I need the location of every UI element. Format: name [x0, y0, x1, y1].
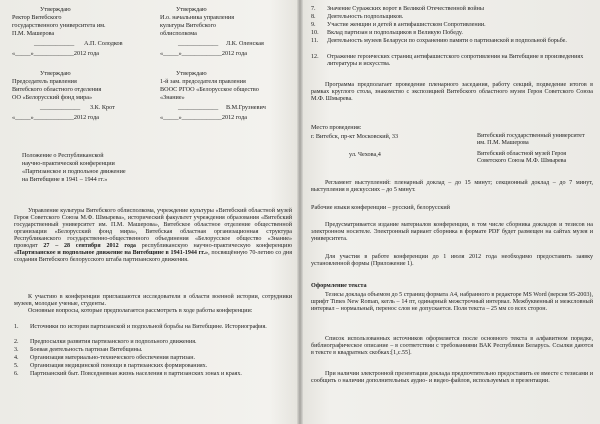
approval-header: Утверждаю — [40, 6, 71, 13]
approval-line: 1-й зам. председателя правления — [160, 78, 246, 85]
issues-paragraph: Основные вопросы, которые предполагается рассмотреть в ходе работы конференции: — [28, 308, 253, 314]
format-heading: Оформление текста — [311, 282, 367, 289]
approval-header: Утверждаю — [176, 70, 207, 77]
participants-paragraph: К участию в конференции приглашаются исследователи в области военной истории, сотрудники музеев, молодые ученые, студенты. — [14, 294, 292, 308]
languages-line: Рабочие языки конференции – русский, белорусский — [311, 204, 450, 211]
approval-line: облисполкома — [160, 30, 197, 37]
signature-line: _____________ — [178, 104, 219, 111]
signatory-name: А.П. Солодков — [84, 40, 123, 47]
application-paragraph: Для участия в работе конференции до 1 июля 2012 года необходимо предоставить заявку установленной формы (Приложение 1). — [311, 254, 593, 268]
signatory-name: З.К. Крот — [90, 104, 115, 111]
presentation-paragraph: При наличии электронной презентации доклада предпочтительно предоставить ее вместе с тезисами и сообщить о наличии дополнительных аудио- и видео-файлов, используемых в презентации. — [311, 371, 593, 385]
approval-line: Витебского областного отделения — [12, 86, 102, 93]
list-item: 1. Источники по истории партизанской и подпольной борьбы на Витебщине. Историография. — [14, 324, 267, 330]
approval-date: «_____»_____________2012 года — [160, 50, 247, 57]
signature-line: _____________ — [40, 104, 81, 111]
publication-paragraph: Предусматривается издание материалов конференции, в том числе сборника докладов и тезисов на электронном носителе. Электронный вариант сборника в формате PDF будет размещен на сайтах музея и университета. — [311, 222, 593, 243]
venue-address: ул. Чехова,4 — [349, 151, 381, 158]
left-page: Утверждаю Ректор Витебского государственного университета им. П.М. Машерова _____________ А.П. Солодков «_____»_____________2012 года Утверждаю И.о. начальника управления культуры Витебского облисполкома _____________ Л.К. Оленская «_____»_____________2012 года Утверждаю Председатель правления Витебского областного отделения ОО «Белорусский фонд мира» _____________ З.К. Крот «_____»_____________2012 года Утверждаю 1-й зам. председателя правления ВООС РГОО «Белорусское общество «Знание» _____________ В.М.Грузневич «_____»_____________2012 года Положение о Республиканской научно-практической конференции «Партизанское и подпольное движение на Витебщине в 1941 – 1944 гг.» Управление культуры Витебского облисполкома, учреждение культуры «Витебский областной музей Героя Советского Союза М.Ф. Шмырева», исторический факультет учреждения образования «Витебский государственный университет им. П.М. Машерова», Витебское областное отделение общественной организации «Белорусский фонд мира», Витебская областная организационная структура Республиканского государственно-общественного объединения «Белорусское общество «Знание» проводят 27 – 28 сентября 2012 года республиканскую научно-практическую конференцию «Партизанское и подпольное движение на Витебщине в 1941-1944 гг.», посвящённую 70-летию со дня создания Витебского белорусского штаба партизанского движения. К участию в конференции приглашаются исследователи в области военной истории, сотрудники музеев, молодые ученые, студенты. Основные вопросы, которые предполагается рассмотреть в ходе работы конференции: 1. Источники по истории партизанской и подпольной борьбы на Витебщине. Историография. 2. Предпосылки развития партизанского и подпольного движения. 3. Боевая деятельность партизан Витебщины. 4. Организация материально-технического обеспечения партизан. 5. Организация медицинской помощи в партизанских формированиях. 6. Партизанский быт. Повседневная жизнь населения в партизанских зонах и краях. — [12, 6, 292, 377]
approval-line: Председатель правления — [12, 78, 77, 85]
program-paragraph: Программа предполагает проведение пленарного заседания, работу секций, подведение итогов в рамках круглого стола, знакомство с экспозицией Витебского областного музея Героя Советского Союза М.Ф. Шмырева. — [311, 82, 593, 103]
venue-label: Место проведения: — [311, 124, 362, 131]
venue-address: г. Витебск, пр-кт Московский, 33 — [311, 133, 399, 140]
sources-paragraph: Список использованных источников оформляется после основного текста в алфавитном порядке, библиографическое описание – в соответствии с требованиями ВАК Республики Беларусь. Ссылки даются в тексте в квадратных скобках:[1,с.55]. — [311, 336, 593, 357]
venue-place: Витебский государственный университет им. П.М. Машерова — [477, 133, 585, 147]
signature-line: _____________ — [178, 40, 219, 47]
venue-place: Витебский областной музей Героя Советского Союза М.Ф. Шмырева — [477, 151, 567, 165]
approval-line: ВООС РГОО «Белорусское общество — [160, 86, 259, 93]
approval-date: «_____»_____________2012 года — [12, 114, 99, 121]
title-line: «Партизанское и подпольное движение — [22, 168, 126, 175]
approval-date: «_____»_____________2012 года — [160, 114, 247, 121]
format-paragraph: Тезисы доклада объемом до 5 страниц формата А4, набранного в редакторе MS Word (версия 95-2003), шрифт Times New Roman, кегль – 14 пт, одинарный межстрочный интервал. Межбуквенный и межсловный интервал – нормальный, перенос слов не допускается. Поля текста – 25 мм со всех сторон. — [311, 292, 593, 313]
right-page: 7. Значение Суражских ворот в Великой Отечественной войны 8. Деятельность подпольщиков. 9. Участие женщин и детей в антифашистском Сопротивлении. 10. Вклад партизан и подпольщиков в Великую Победу. 11. Деятельность музеев Беларуси по сохранению памяти о партизанской и подпольной борьбе. 12. Отражение героических страниц антифашистского сопротивления на Витебщине в произведениях литературы и искусства. Программа предполагает проведение пленарного заседания, работу секций, подведение итогов в рамках круглого стола, знакомство с экспозицией Витебского областного музея Героя Советского Союза М.Ф. Шмырева. Место проведения: г. Витебск, пр-кт Московский, 33 Витебский государственный университет им. П.М. Машерова ул. Чехова,4 Витебский областной музей Героя Советского Союза М.Ф. Шмырева Регламент выступлений: пленарный доклад – до 15 минут; секционный доклад – до 7 минут, выступления в дискуссиях – до 5 минут. Рабочие языки конференции – русский, белорусский Предусматривается издание материалов конференции, в том числе сборника докладов и тезисов на электронном носителе. Электронный вариант сборника в формате PDF будет размещен на сайтах музея и университета. Для участия в работе конференции до 1 июля 2012 года необходимо предоставить заявку установленной формы (Приложение 1). Оформление текста Тезисы доклада объемом до 5 страниц формата А4, набранного в редакторе MS Word (версия 95-2003), шрифт Times New Roman, кегль – 14 пт, одинарный межстрочный интервал. Межбуквенный и межсловный интервал – нормальный, перенос слов не допускается. Поля текста – 25 мм со всех сторон. Список использованных источников оформляется после основного текста в алфавитном порядке, библиографическое описание – в соответствии с требованиями ВАК Республики Беларусь. Ссылки даются в тексте в квадратных скобках:[1,с.55]. При наличии электронной презентации доклада предпочтительно предоставить ее вместе с тезисами и сообщить о наличии дополнительных аудио- и видео-файлов, используемых в презентации. — [311, 6, 593, 385]
intro-paragraph: Управление культуры Витебского облисполкома, учреждение культуры «Витебский областной музей Героя Советского Союза М.Ф. Шмырева», исторический факультет учреждения образования «Витебский государственный университет им. П.М. Машерова», Витебское областное отделение общественной организации «Белорусский фонд мира», Витебская областная организационная структура Республиканского государственно-общественного объединения «Белорусское общество «Знание» проводят 27 – 28 сентября 2012 года республиканскую научно-практическую конференцию «Партизанское и подпольное движение на Витебщине в 1941-1944 гг.», посвящённую 70-летию со дня создания Витебского белорусского штаба партизанского движения. — [14, 208, 292, 264]
approval-header: Утверждаю — [176, 6, 207, 13]
signature-line: _____________ — [34, 40, 75, 47]
approval-date: «_____»_____________2012 года — [12, 50, 99, 57]
approval-line: культуры Витебского — [160, 22, 216, 29]
title-line: научно-практической конференции — [22, 160, 115, 167]
reglament-paragraph: Регламент выступлений: пленарный доклад – до 15 минут; секционный доклад – до 7 минут, выступления в дискуссиях – до 5 минут. — [311, 180, 593, 194]
approval-line: П.М. Машерова — [12, 30, 55, 37]
title-line: на Витебщине в 1941 – 1944 гг.» — [22, 176, 108, 183]
signatory-name: В.М.Грузневич — [226, 104, 266, 111]
approval-line: Ректор Витебского — [12, 14, 62, 21]
title-line: Положение о Республиканской — [22, 152, 104, 159]
approval-line: «Знание» — [160, 94, 185, 101]
approval-line: И.о. начальника управления — [160, 14, 235, 21]
approval-line: ОО «Белорусский фонд мира» — [12, 94, 93, 101]
approval-header: Утверждаю — [40, 70, 71, 77]
signatory-name: Л.К. Оленская — [226, 40, 264, 47]
approval-line: государственного университета им. — [12, 22, 106, 29]
